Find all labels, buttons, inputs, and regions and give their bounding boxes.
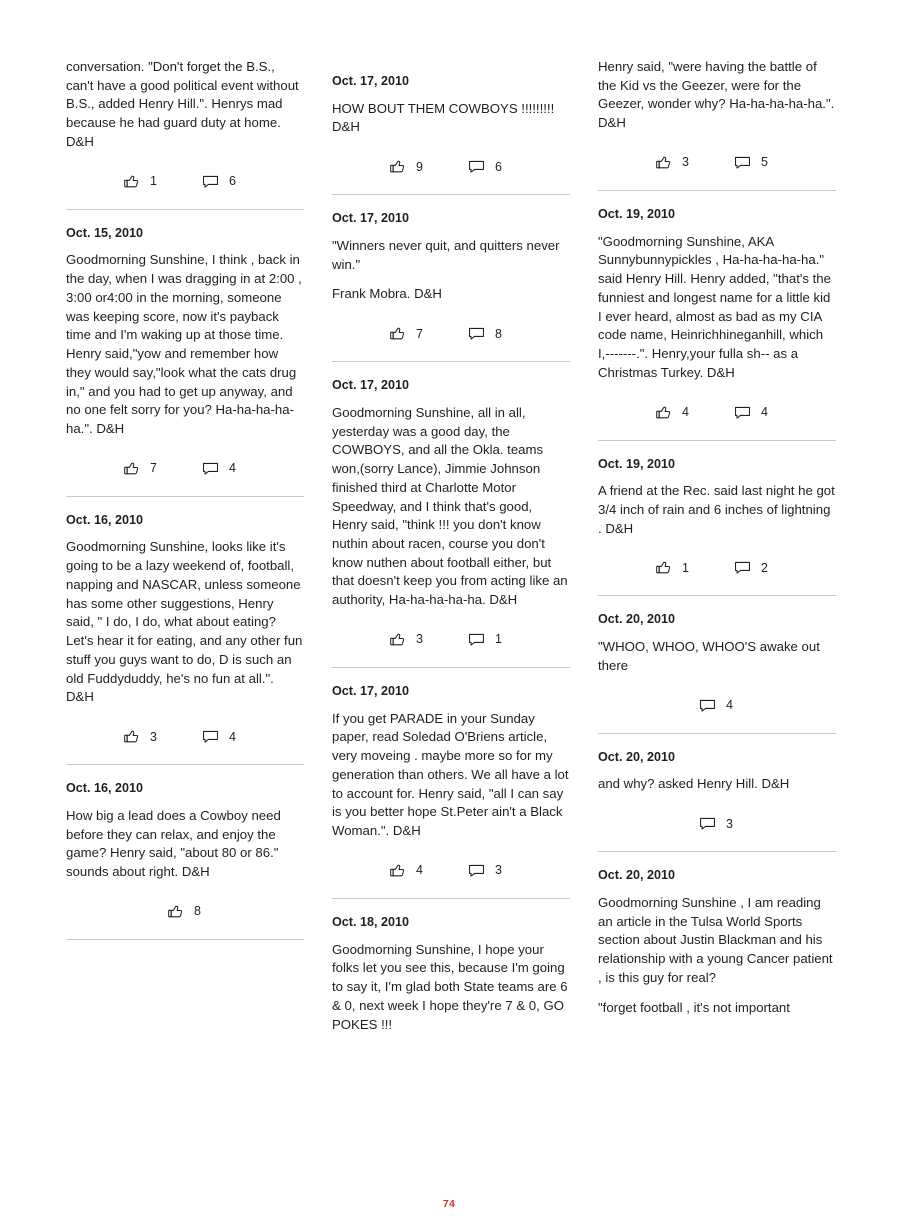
comment-group[interactable] — [467, 324, 502, 343]
post-entry — [598, 207, 836, 441]
post-reactions — [598, 137, 836, 188]
thumbs-up-icon[interactable] — [388, 157, 407, 176]
post-entry — [332, 378, 570, 668]
like-count: 4 — [416, 863, 423, 878]
comment-count: 3 — [494, 863, 502, 878]
like-group[interactable] — [388, 324, 423, 343]
thumbs-up-icon[interactable] — [122, 727, 141, 746]
text-column — [332, 58, 570, 1158]
like-count: 4 — [682, 405, 689, 420]
like-group[interactable] — [122, 459, 157, 478]
post-date: Oct. 17, 2010 — [332, 378, 410, 393]
comment-bubble-icon[interactable] — [698, 696, 717, 715]
post-text: and why? asked Henry Hill. D&H — [598, 776, 790, 792]
like-group[interactable] — [388, 861, 423, 880]
post-entry — [332, 211, 570, 362]
like-count: 3 — [416, 632, 423, 647]
like-group[interactable] — [388, 630, 423, 649]
comment-group[interactable] — [467, 861, 502, 880]
thumbs-up-icon[interactable] — [166, 902, 185, 921]
like-count: 8 — [194, 904, 201, 919]
post-text: Henry said, "were having the battle of the Kid vs the Geezer, were for the Geezer, wonder why? Ha-ha-ha-ha-ha.". D&H — [598, 59, 835, 131]
text-column — [66, 58, 304, 1158]
thumbs-up-icon[interactable] — [654, 153, 673, 172]
post-text: Goodmorning Sunshine, all in all, yesterday was a good day, the COWBOYS, and all the Okla. teams won,(sorry Lance), Jimmie Johnson finished third at Charlotte Motor Speedway, and I think that's good, Henry said, "think !!! you don't know nuthin about racen, course you don't know nuthen about football either, but that doesn't keep you from acting like an authority, Ha-ha-ha-ha-ha. D&H — [332, 404, 568, 608]
post-entry — [66, 513, 304, 765]
post-text: Goodmorning Sunshine , I am reading an article in the Tulsa World Sports section about Justin Blackman and his relationship with a young Cancer patient , is this guy for real? — [598, 894, 833, 985]
post-entry — [332, 915, 570, 1040]
post-reactions — [332, 614, 570, 665]
post-date: Oct. 20, 2010 — [598, 749, 676, 764]
like-count: 7 — [416, 326, 423, 341]
like-count: 7 — [150, 461, 157, 476]
thumbs-up-icon[interactable] — [654, 403, 673, 422]
comment-group[interactable] — [733, 558, 768, 577]
comment-group[interactable] — [698, 696, 733, 715]
page-number: 74 — [442, 1198, 456, 1210]
thumbs-up-icon[interactable] — [388, 630, 407, 649]
comment-bubble-icon[interactable] — [201, 172, 220, 191]
post-reactions — [332, 845, 570, 896]
post-reactions — [66, 443, 304, 494]
comment-bubble-icon[interactable] — [467, 630, 486, 649]
post-reactions — [598, 387, 836, 438]
comment-group[interactable] — [467, 157, 502, 176]
column-container — [66, 58, 835, 1158]
post-reactions — [598, 680, 836, 731]
like-group[interactable] — [654, 153, 689, 172]
post-text: Goodmorning Sunshine, looks like it's going to be a lazy weekend of, football, napping and NASCAR, unless someone has some other suggestions, Henry said, " I do, I do, what about eating? Let's hear it for eating, and any other fun stuff you guys want to do, D is such an old Fuddyduddy, he's no fun at all.". D&H — [66, 539, 303, 705]
like-count: 3 — [150, 729, 157, 744]
thumbs-up-icon[interactable] — [388, 861, 407, 880]
comment-group[interactable] — [733, 153, 768, 172]
post-entry — [332, 74, 570, 195]
comment-count: 4 — [760, 405, 768, 420]
post-date: Oct. 18, 2010 — [332, 914, 410, 929]
post-entry — [332, 684, 570, 899]
post-date: Oct. 17, 2010 — [332, 211, 410, 226]
like-count: 9 — [416, 159, 423, 174]
comment-count: 6 — [228, 174, 236, 189]
like-group[interactable] — [654, 403, 689, 422]
like-group[interactable] — [122, 727, 157, 746]
comment-bubble-icon[interactable] — [698, 814, 717, 833]
post-entry — [66, 781, 304, 940]
post-text: Goodmorning Sunshine, I hope your folks let you see this, because I'm going to say it, I'm glad both State teams are 6 & 0, next week I hope they're 7 & 0, GO POKES !!! — [332, 941, 568, 1032]
post-text: HOW BOUT THEM COWBOYS !!!!!!!!! D&H — [332, 100, 555, 135]
like-count: 1 — [682, 560, 689, 575]
post-text: Goodmorning Sunshine, I think , back in the day, when I was dragging in at 2:00 , 3:00 or4:00 in the morning, someone was keeping score, now it's payback time and I'm waking up at those time. Henry said,"yow and remember how they would say,"look what the cats drug in," and you had to get up anyway, and no one felt sorry for you? Ha-ha-ha-ha-ha.". D&H — [66, 252, 302, 437]
thumbs-up-icon[interactable] — [122, 172, 141, 191]
comment-count: 8 — [494, 326, 502, 341]
comment-bubble-icon[interactable] — [733, 558, 752, 577]
comment-bubble-icon[interactable] — [467, 157, 486, 176]
post-date: Oct. 15, 2010 — [66, 225, 144, 240]
comment-count: 1 — [494, 632, 502, 647]
post-date: Oct. 17, 2010 — [332, 74, 410, 88]
comment-bubble-icon[interactable] — [467, 324, 486, 343]
post-entry — [598, 457, 836, 597]
comment-group[interactable] — [733, 403, 768, 422]
post-text: If you get PARADE in your Sunday paper, read Soledad O'Briens article, very moveing . maybe more so for my generation than others. We all have a lot to account for. Henry said, "all I can say is you better hope St.Peter ain't a Black Woman.". D&H — [332, 710, 569, 839]
comment-bubble-icon[interactable] — [733, 153, 752, 172]
like-group[interactable] — [388, 157, 423, 176]
post-entry — [66, 226, 304, 497]
post-text: "WHOO, WHOO, WHOO'S awake out there — [598, 639, 820, 673]
post-date: Oct. 19, 2010 — [598, 206, 676, 221]
comment-count: 4 — [726, 698, 733, 713]
comment-group[interactable] — [201, 727, 236, 746]
like-group[interactable] — [122, 172, 157, 191]
post-text: "Winners never quit, and quitters never win." — [332, 237, 560, 272]
post-reactions — [598, 798, 836, 849]
comment-bubble-icon[interactable] — [201, 727, 220, 746]
like-group[interactable] — [166, 902, 201, 921]
comment-count: 4 — [228, 461, 236, 476]
comment-count: 6 — [494, 159, 502, 174]
post-reactions — [66, 156, 304, 207]
comment-count: 2 — [760, 560, 768, 575]
post-date: Oct. 20, 2010 — [598, 612, 676, 627]
post-date: Oct. 20, 2010 — [598, 868, 676, 883]
comment-count: 4 — [228, 729, 236, 744]
like-count: 1 — [150, 174, 157, 189]
comment-group[interactable] — [467, 630, 502, 649]
thumbs-up-icon[interactable] — [388, 324, 407, 343]
post-date: Oct. 17, 2010 — [332, 683, 410, 698]
post-entry — [598, 612, 836, 733]
comment-group[interactable] — [698, 814, 733, 833]
post-text: "Goodmorning Sunshine, AKA Sunnybunnypickles , Ha-ha-ha-ha-ha." said Henry Hill. Henry added, "that's the funniest and longest name for a little kid I ever heard, almost as bad as my CIA code name, Heinrichhineganhill, which I,-------.". Henry,your fulla sh-- as a Christmas Turkey. D&H — [598, 233, 831, 380]
post-reactions — [598, 542, 836, 593]
post-date: Oct. 16, 2010 — [66, 512, 144, 527]
thumbs-up-icon[interactable] — [122, 459, 141, 478]
post-date: Oct. 19, 2010 — [598, 456, 676, 471]
comment-bubble-icon[interactable] — [201, 459, 220, 478]
post-text: conversation. "Don't forget the B.S., can't have a good political event without B.S., added Henry Hill.". Henrys mad because he had guard duty at home. D&H — [66, 59, 299, 149]
comment-count: 3 — [726, 816, 733, 831]
comment-count: 5 — [760, 155, 768, 170]
like-count: 3 — [682, 155, 689, 170]
post-reactions — [66, 711, 304, 762]
post-entry — [598, 58, 836, 191]
post-date: Oct. 16, 2010 — [66, 781, 144, 796]
post-entry — [66, 58, 304, 210]
post-reactions — [332, 308, 570, 359]
post-reactions — [66, 886, 304, 937]
like-group[interactable] — [654, 558, 689, 577]
text-column — [598, 58, 836, 1158]
post-text: Frank Mobra. D&H — [332, 286, 442, 302]
post-text: A friend at the Rec. said last night he got 3/4 inch of rain and 6 inches of lightning . D&H — [598, 483, 835, 536]
comment-group[interactable] — [201, 459, 236, 478]
post-text: "forget football , it's not important — [598, 999, 790, 1015]
comment-bubble-icon[interactable] — [733, 403, 752, 422]
post-entry — [598, 750, 836, 852]
comment-bubble-icon[interactable] — [467, 861, 486, 880]
comment-group[interactable] — [201, 172, 236, 191]
thumbs-up-icon[interactable] — [654, 558, 673, 577]
post-reactions — [332, 141, 570, 192]
post-text: How big a lead does a Cowboy need before they can relax, and enjoy the game? Henry said, "about 80 or 86." sounds about right. D&H — [66, 807, 281, 880]
post-entry — [598, 868, 836, 1023]
